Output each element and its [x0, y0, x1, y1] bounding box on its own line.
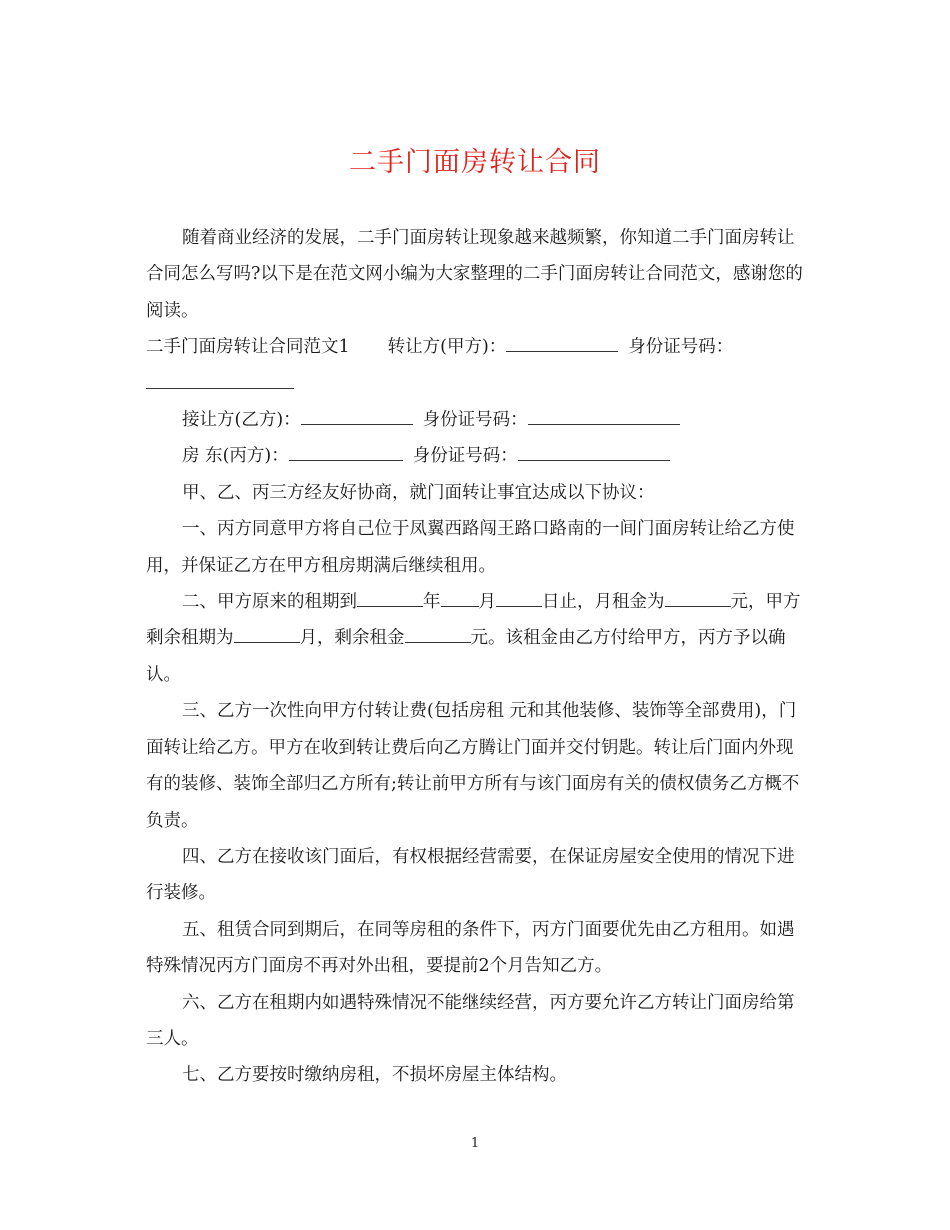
monthly-rent-blank	[665, 586, 731, 607]
sample-heading: 二手门面房转让合同范文1	[146, 337, 350, 358]
transferor-id-label: 身份证号码：	[628, 337, 734, 358]
intro-paragraph: 随着商业经济的发展，二手门面房转让现象越来越频繁，你知道二手门面房转让合同怎么写吗?以下是在范文网小编为大家整理的二手门面房转让合同范文，感谢您的阅读。	[146, 228, 803, 321]
clause-2-remaining-term: 甲方剩余租期为	[146, 592, 801, 649]
document-body	[146, 220, 806, 1094]
lease-end-year-blank	[357, 586, 423, 607]
page-number: 1	[470, 1136, 480, 1151]
clause-2	[146, 584, 806, 693]
lease-end-day-blank	[496, 586, 542, 607]
clause-4: 四、乙方在接收该门面后，有权根据经营需要，在保证房屋安全使用的情况下进行装修。	[146, 846, 795, 904]
clause-2-yuan: 元，	[730, 592, 766, 613]
transferor-line	[146, 329, 806, 365]
clause-2-confirmation: 元。该租金由乙方付给甲方，丙方予以确认。	[146, 628, 786, 685]
clause-7: 七、乙方要按时缴纳房租，不损坏房屋主体结构。	[182, 1065, 567, 1086]
clause-2-month: 月	[478, 592, 496, 613]
landlord-id-blank	[518, 440, 670, 461]
document-title: 二手门面房转让合同	[349, 147, 601, 178]
clause-6: 六、乙方在租期内如遇特殊情况不能继续经营，丙方要允许乙方转让门面房给第三人。	[146, 992, 795, 1049]
agreement-intro: 甲、乙、丙三方经友好协商，就门面转让事宜达成以下协议：	[182, 482, 655, 503]
clause-1: 一、丙方同意甲方将自己位于凤翼西路闯王路口路南的一间门面房转让给乙方使用，并保证乙方在甲方租房期满后继续租用。	[146, 519, 795, 576]
landlord-id-label: 身份证号码：	[412, 446, 518, 467]
clause-2-monthly-rent: 日止，月租金为	[542, 592, 665, 613]
clause-2-year: 年	[423, 592, 441, 613]
transferor-name-blank	[506, 331, 618, 352]
transferee-name-blank	[301, 404, 413, 425]
clause-3: 三、乙方一次性向甲方付转让费(包括房租 元和其他装修、装饰等全部费用)，门面转让给乙方。甲方在收到转让费后向乙方腾让门面并交付钥匙。转让后门面内外现有的装修、装饰全部归乙方所有;转让前甲方所有与该门面房有关的债权债务乙方概不负责。	[146, 701, 800, 831]
remaining-rent-blank	[405, 622, 471, 643]
landlord-line	[146, 438, 806, 474]
remaining-term-blank	[234, 622, 300, 643]
clause-2-lease-end: 二、甲方原来的租期到	[182, 592, 357, 613]
transferee-label: 接让方(乙方)：	[182, 410, 301, 431]
transferee-line	[146, 402, 806, 438]
clause-5: 五、租赁合同到期后，在同等房租的条件下，丙方门面要优先由乙方租用。如遇特殊情况丙方门面房不再对外出租，要提前2个月告知乙方。	[146, 919, 795, 977]
transferor-label: 转让方(甲方)：	[387, 337, 507, 358]
transferee-id-label: 身份证号码：	[422, 410, 528, 431]
clause-2-remaining-rent: 月，剩余租金	[299, 628, 405, 649]
landlord-name-blank	[289, 440, 403, 461]
transferee-id-blank	[528, 404, 680, 425]
transferor-id-line	[146, 366, 806, 402]
lease-end-month-blank	[441, 586, 479, 607]
transferor-id-blank	[146, 368, 294, 389]
landlord-label: 房 东(丙方)：	[182, 446, 289, 467]
